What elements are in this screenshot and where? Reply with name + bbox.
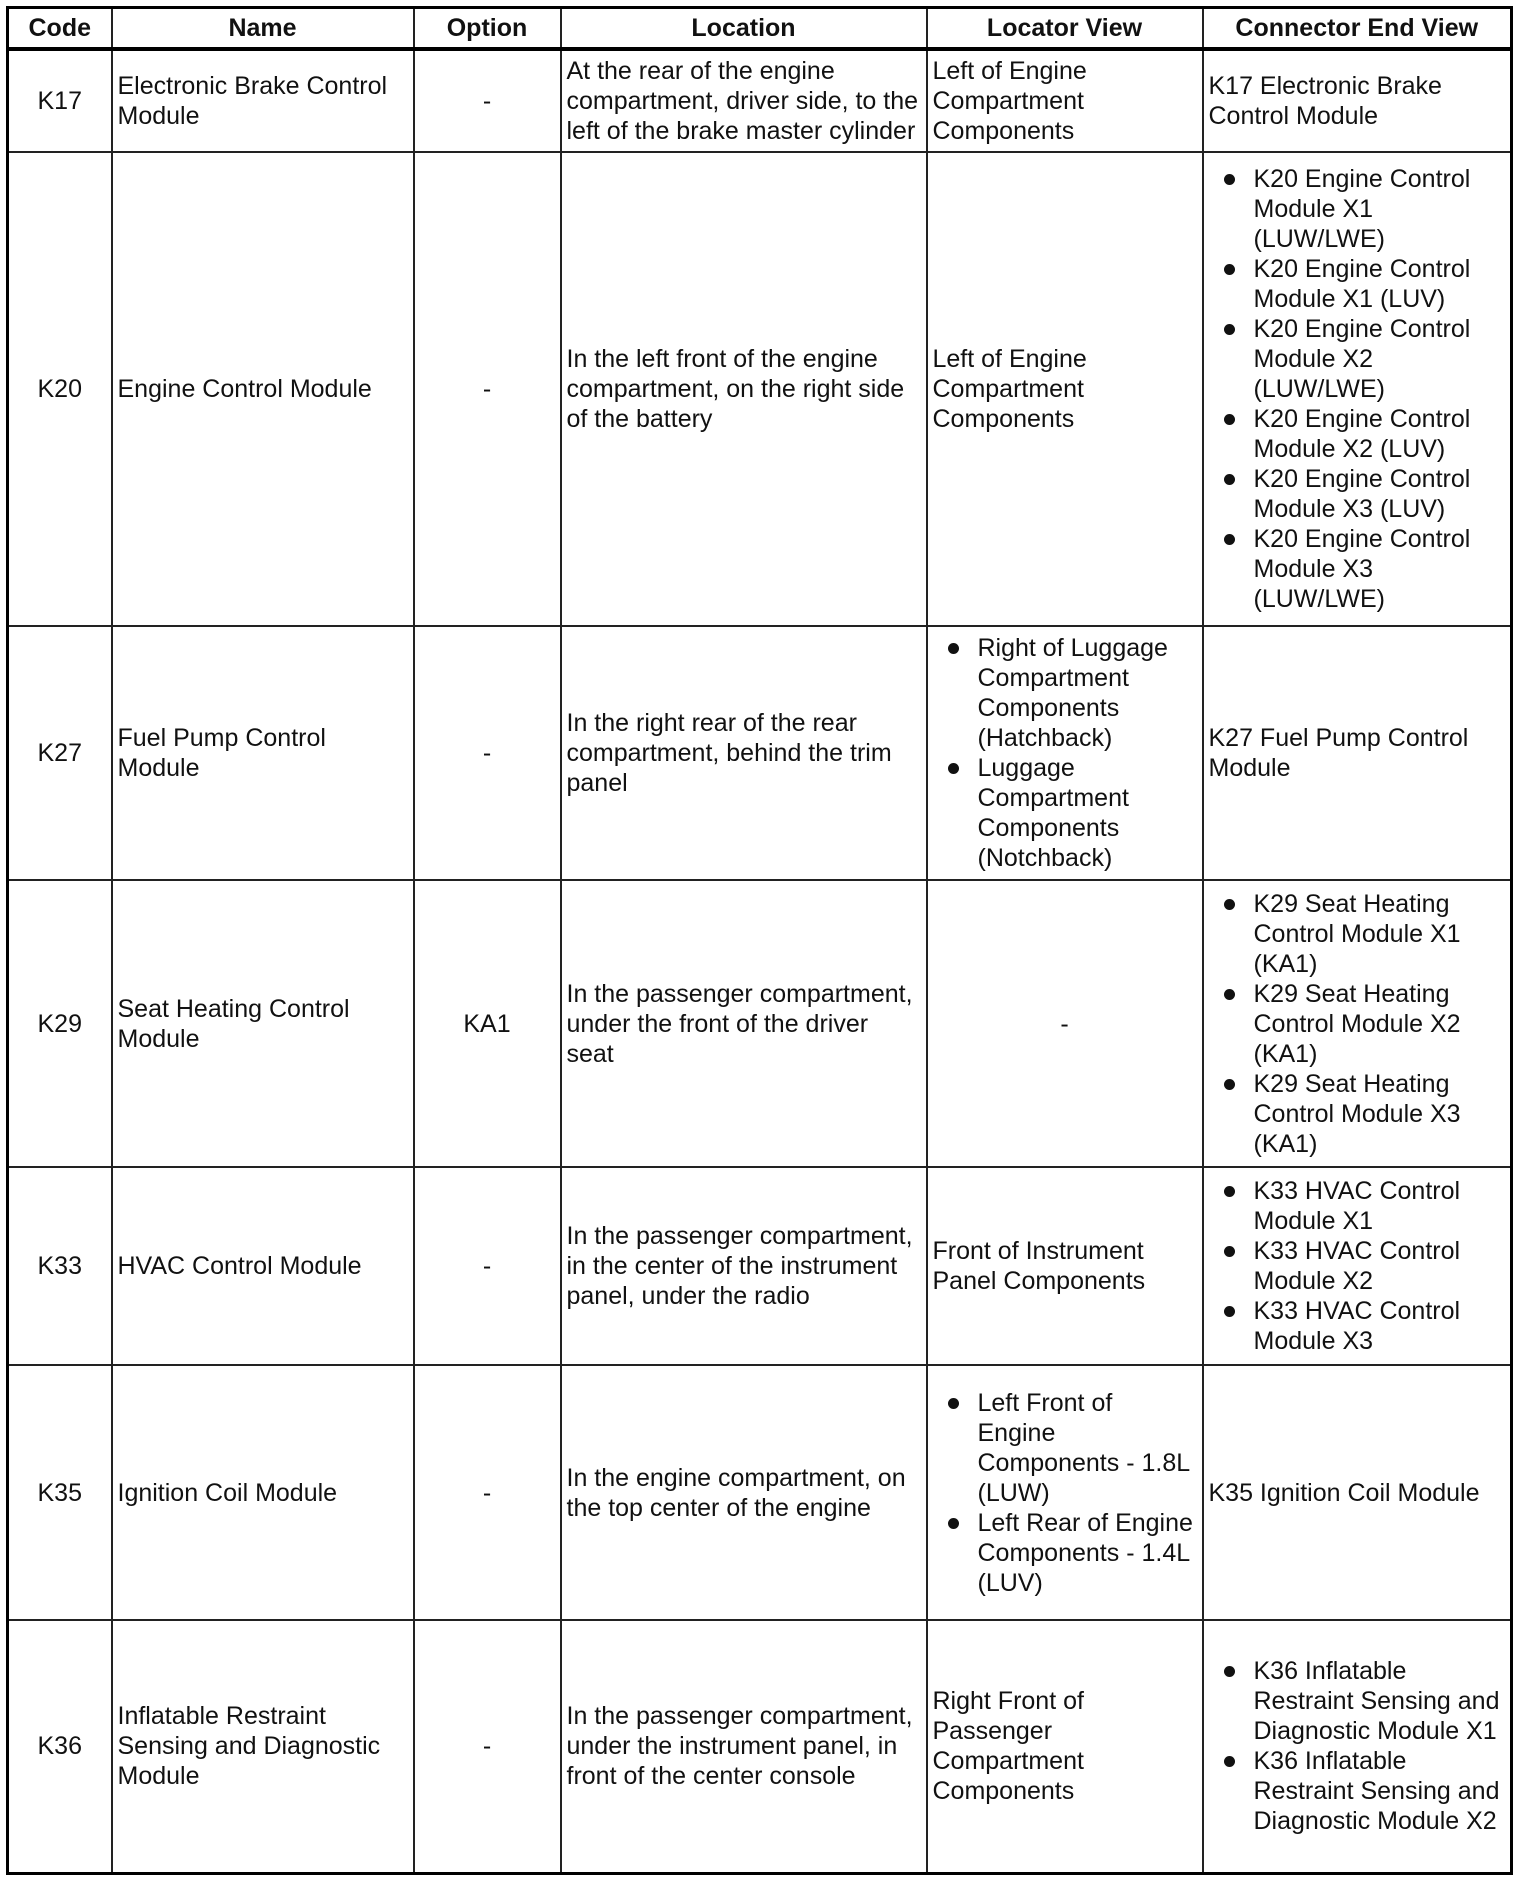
component-table-wrapper bbox=[6, 6, 1513, 1875]
list-item: K20 Engine Control Module X2 (LUV) bbox=[1254, 404, 1506, 464]
cell-locator-view: Left of Engine Compartment Components bbox=[927, 49, 1203, 152]
cell-locator-view-list bbox=[933, 1388, 1197, 1598]
cell-connector-end-view bbox=[1203, 880, 1512, 1167]
cell-locator-view bbox=[927, 626, 1203, 880]
cell-locator-view: - bbox=[927, 880, 1203, 1167]
table-row bbox=[8, 626, 1512, 880]
cell-option: - bbox=[414, 49, 561, 152]
cell-connector-end-view-list bbox=[1209, 889, 1506, 1159]
list-item: K20 Engine Control Module X1 (LUW/LWE) bbox=[1254, 164, 1506, 254]
cell-name: HVAC Control Module bbox=[112, 1167, 414, 1365]
cell-name: Ignition Coil Module bbox=[112, 1365, 414, 1620]
cell-locator-view: Left of Engine Compartment Components bbox=[927, 152, 1203, 626]
cell-location: In the passenger compartment, under the front of the driver seat bbox=[561, 880, 927, 1167]
cell-connector-end-view bbox=[1203, 1620, 1512, 1873]
table-row bbox=[8, 880, 1512, 1167]
table-row bbox=[8, 1620, 1512, 1873]
header-name: Name bbox=[112, 8, 414, 50]
header-row bbox=[8, 8, 1512, 50]
list-item: K29 Seat Heating Control Module X1 (KA1) bbox=[1254, 889, 1506, 979]
table-header bbox=[8, 8, 1512, 50]
table-row bbox=[8, 1167, 1512, 1365]
cell-connector-end-view-list bbox=[1209, 1176, 1506, 1356]
cell-location: In the right rear of the rear compartment, behind the trim panel bbox=[561, 626, 927, 880]
list-item: K33 HVAC Control Module X2 bbox=[1254, 1236, 1506, 1296]
cell-location: In the passenger compartment, under the instrument panel, in front of the center console bbox=[561, 1620, 927, 1873]
cell-connector-end-view-list bbox=[1209, 1656, 1506, 1836]
cell-connector-end-view bbox=[1203, 152, 1512, 626]
cell-location: In the left front of the engine compartment, on the right side of the battery bbox=[561, 152, 927, 626]
cell-connector-end-view: K35 Ignition Coil Module bbox=[1203, 1365, 1512, 1620]
cell-code: K35 bbox=[8, 1365, 112, 1620]
cell-location: In the passenger compartment, in the center of the instrument panel, under the radio bbox=[561, 1167, 927, 1365]
cell-location: In the engine compartment, on the top center of the engine bbox=[561, 1365, 927, 1620]
cell-locator-view bbox=[927, 1365, 1203, 1620]
table-row bbox=[8, 49, 1512, 152]
cell-connector-end-view bbox=[1203, 1167, 1512, 1365]
table-row bbox=[8, 152, 1512, 626]
cell-location: At the rear of the engine compartment, driver side, to the left of the brake master cylinder bbox=[561, 49, 927, 152]
cell-connector-end-view: K27 Fuel Pump Control Module bbox=[1203, 626, 1512, 880]
component-locator-table bbox=[6, 6, 1513, 1875]
cell-name: Fuel Pump Control Module bbox=[112, 626, 414, 880]
list-item: K20 Engine Control Module X3 (LUV) bbox=[1254, 464, 1506, 524]
list-item: K20 Engine Control Module X1 (LUV) bbox=[1254, 254, 1506, 314]
list-item: Luggage Compartment Components (Notchback) bbox=[978, 753, 1197, 873]
cell-locator-view: Right Front of Passenger Compartment Components bbox=[927, 1620, 1203, 1873]
cell-connector-end-view-list bbox=[1209, 164, 1506, 614]
cell-option: - bbox=[414, 1365, 561, 1620]
list-item: Left Front of Engine Components - 1.8L (LUW) bbox=[978, 1388, 1197, 1508]
list-item: K29 Seat Heating Control Module X2 (KA1) bbox=[1254, 979, 1506, 1069]
header-code: Code bbox=[8, 8, 112, 50]
list-item: K20 Engine Control Module X3 (LUW/LWE) bbox=[1254, 524, 1506, 614]
list-item: K36 Inflatable Restraint Sensing and Diagnostic Module X2 bbox=[1254, 1746, 1506, 1836]
cell-name: Electronic Brake Control Module bbox=[112, 49, 414, 152]
table-body bbox=[8, 49, 1512, 1873]
cell-code: K27 bbox=[8, 626, 112, 880]
header-option: Option bbox=[414, 8, 561, 50]
list-item: K33 HVAC Control Module X1 bbox=[1254, 1176, 1506, 1236]
list-item: K29 Seat Heating Control Module X3 (KA1) bbox=[1254, 1069, 1506, 1159]
list-item: K33 HVAC Control Module X3 bbox=[1254, 1296, 1506, 1356]
cell-option: - bbox=[414, 152, 561, 626]
cell-name: Seat Heating Control Module bbox=[112, 880, 414, 1167]
cell-option: KA1 bbox=[414, 880, 561, 1167]
header-connector-end-view: Connector End View bbox=[1203, 8, 1512, 50]
cell-code: K36 bbox=[8, 1620, 112, 1873]
cell-connector-end-view: K17 Electronic Brake Control Module bbox=[1203, 49, 1512, 152]
list-item: Right of Luggage Compartment Components (Hatchback) bbox=[978, 633, 1197, 753]
list-item: K20 Engine Control Module X2 (LUW/LWE) bbox=[1254, 314, 1506, 404]
list-item: Left Rear of Engine Components - 1.4L (LUV) bbox=[978, 1508, 1197, 1598]
cell-name: Inflatable Restraint Sensing and Diagnostic Module bbox=[112, 1620, 414, 1873]
cell-option: - bbox=[414, 1620, 561, 1873]
cell-name: Engine Control Module bbox=[112, 152, 414, 626]
cell-option: - bbox=[414, 626, 561, 880]
table-row bbox=[8, 1365, 1512, 1620]
cell-locator-view-list bbox=[933, 633, 1197, 873]
cell-code: K17 bbox=[8, 49, 112, 152]
list-item: K36 Inflatable Restraint Sensing and Diagnostic Module X1 bbox=[1254, 1656, 1506, 1746]
cell-code: K20 bbox=[8, 152, 112, 626]
header-location: Location bbox=[561, 8, 927, 50]
cell-locator-view: Front of Instrument Panel Components bbox=[927, 1167, 1203, 1365]
header-locator-view: Locator View bbox=[927, 8, 1203, 50]
cell-code: K29 bbox=[8, 880, 112, 1167]
cell-code: K33 bbox=[8, 1167, 112, 1365]
cell-option: - bbox=[414, 1167, 561, 1365]
